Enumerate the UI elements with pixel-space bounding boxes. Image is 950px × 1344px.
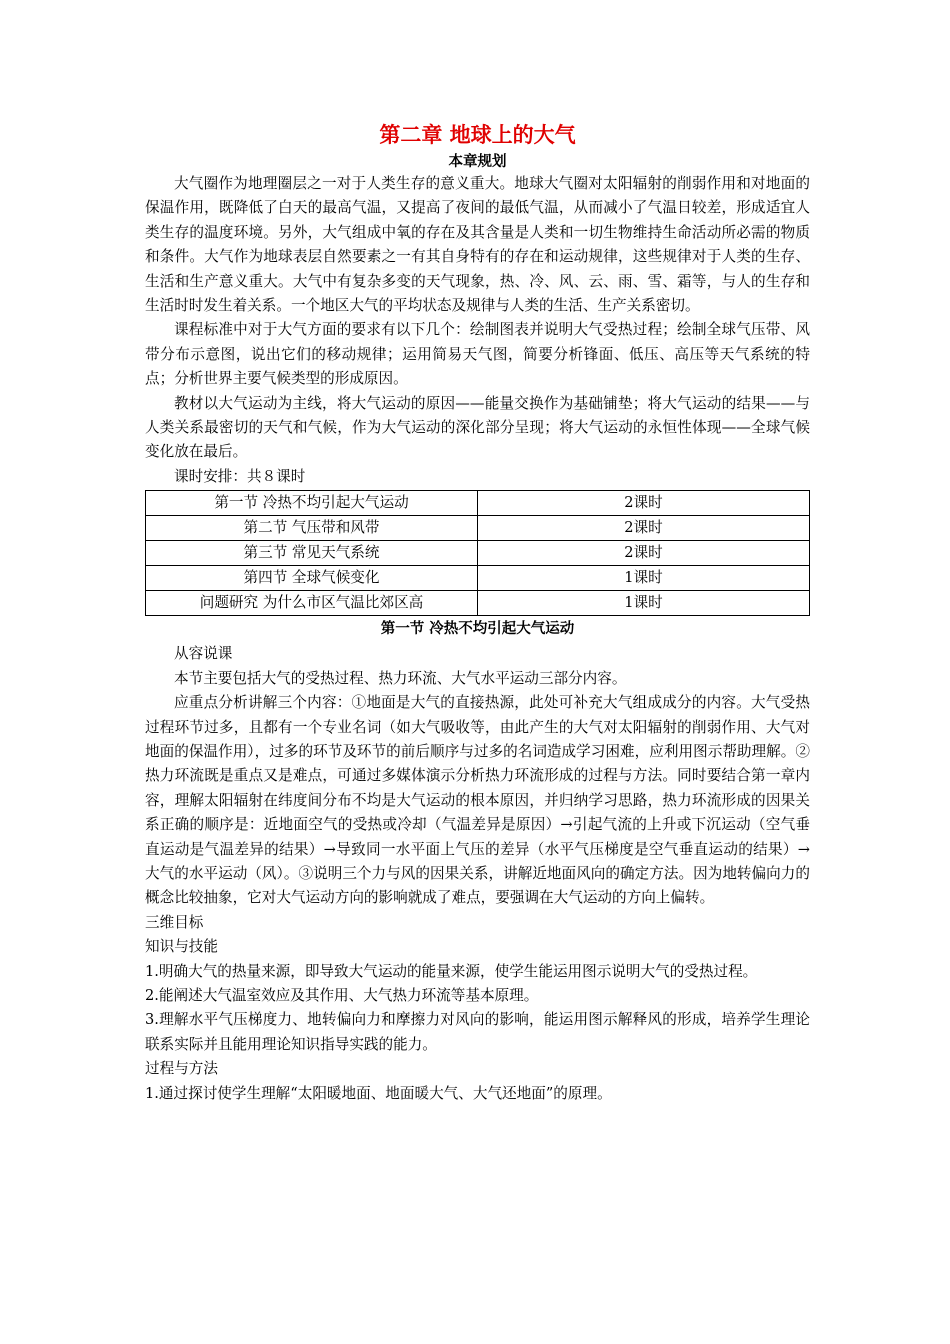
table-cell-hours: 1课时 <box>478 591 810 616</box>
chapter-title: 第二章 地球上的大气 <box>379 123 576 147</box>
table-cell-section: 第四节 全球气候变化 <box>146 566 478 591</box>
table-cell-hours: 2课时 <box>478 516 810 541</box>
document-page <box>145 118 810 1106</box>
section-paragraph: 从容说课 <box>174 645 233 663</box>
schedule-caption: 课时安排：共８课时 <box>174 467 306 485</box>
section-paragraph: 三维目标 <box>145 913 204 931</box>
section-paragraph: 应重点分析讲解三个内容：①地面是大气的直接热源，此处可补充大气组成成分的内容。大气受热过程环节过多，且都有一个专业名词（如大气吸收等，由此产生的大气对太阳辐射的削弱作用、大气对地面的保温作用），过多的环节及环节的前后顺序与过多的名词造成学习困难，应利用图示帮助理解。②热力环流既是重点又是难点，可通过多媒体演示分析热力环流形成的过程与方法。同时要结合第一章内容，理解太阳辐射在纬度间分布不均是大气运动的根本原因，并归纳学习思路，热力环流形成的因果关系正确的顺序是：近地面空气的受热或冷却（气温差异是原因）→引起气流的上升或下沉运动（空气垂直运动是气温差异的结果）→导致同一水平面上气压的差异（水平气压梯度是空气垂直运动的结果）→大气的水平运动（风）。③说明三个力与风的因果关系，讲解近地面风向的确定方法。因为地转偏向力的概念比较抽象，它对大气运动方向的影响就成了难点，要强调在大气运动的方向上偏转。 <box>145 694 810 907</box>
intro-paragraph-3: 教材以大气运动为主线，将大气运动的原因——能量交换作为基础铺垫；将大气运动的结果——与人类关系最密切的天气和气候，作为大气运动的深化部分呈现；将大气运动的永恒性体现——全球气候变化放在最后。 <box>145 394 810 461</box>
table-cell-hours: 2课时 <box>478 491 810 516</box>
table-row <box>146 491 810 516</box>
section-paragraph: 过程与方法 <box>145 1060 218 1078</box>
objective-item: 1.明确大气的热量来源，即导致大气运动的能量来源，使学生能运用图示说明大气的受热过程。 <box>145 962 758 980</box>
objective-item: 1.通过探讨使学生理解“太阳暖地面、地面暖大气、大气还地面”的原理。 <box>145 1084 612 1102</box>
table-row <box>146 566 810 591</box>
section-paragraph: 知识与技能 <box>145 938 218 956</box>
table-cell-section: 问题研究 为什么市区气温比郊区高 <box>146 591 478 616</box>
schedule-table <box>145 490 810 616</box>
table-cell-section: 第三节 常见天气系统 <box>146 541 478 566</box>
intro-paragraph-2: 课程标准中对于大气方面的要求有以下几个：绘制图表并说明大气受热过程；绘制全球气压带、风带分布示意图，说出它们的移动规律；运用简易天气图，简要分析锋面、低压、高压等天气系统的特点；分析世界主要气候类型的形成原因。 <box>145 321 810 388</box>
objective-item: 3.理解水平气压梯度力、地转偏向力和摩擦力对风向的影响，能运用图示解释风的形成，培养学生理论联系实际并且能用理论知识指导实践的能力。 <box>145 1011 810 1053</box>
section-paragraph: 本节主要包括大气的受热过程、热力环流、大气水平运动三部分内容。 <box>174 669 627 687</box>
objective-item: 2.能阐述大气温室效应及其作用、大气热力环流等基本原理。 <box>145 986 539 1004</box>
intro-paragraph-1: 大气圈作为地理圈层之一对于人类生存的意义重大。地球大气圈对太阳辐射的削弱作用和对地面的保温作用，既降低了白天的最高气温，又提高了夜间的最低气温，从而减小了气温日较差，形成适宜人类生存的温度环境。另外，大气组成中氧的存在及其含量是人类和一切生物维持生命活动所必需的物质和条件。大气作为地球表层自然要素之一有其自身特有的存在和运动规律，这些规律对于人类的生存、生活和生产意义重大。大气中有复杂多变的天气现象，热、冷、风、云、雨、雪、霜等，与人的生存和生活时时发生着关系。一个地区大气的平均状态及规律与人类的生活、生产关系密切。 <box>145 175 810 315</box>
table-cell-hours: 2课时 <box>478 541 810 566</box>
chapter-subtitle: 本章规划 <box>448 154 507 170</box>
section-heading: 第一节 冷热不均引起大气运动 <box>380 621 575 638</box>
table-row <box>146 541 810 566</box>
table-row <box>146 591 810 616</box>
table-cell-hours: 1课时 <box>478 566 810 591</box>
table-cell-section: 第二节 气压带和风带 <box>146 516 478 541</box>
table-row <box>146 516 810 541</box>
table-cell-section: 第一节 冷热不均引起大气运动 <box>146 491 478 516</box>
